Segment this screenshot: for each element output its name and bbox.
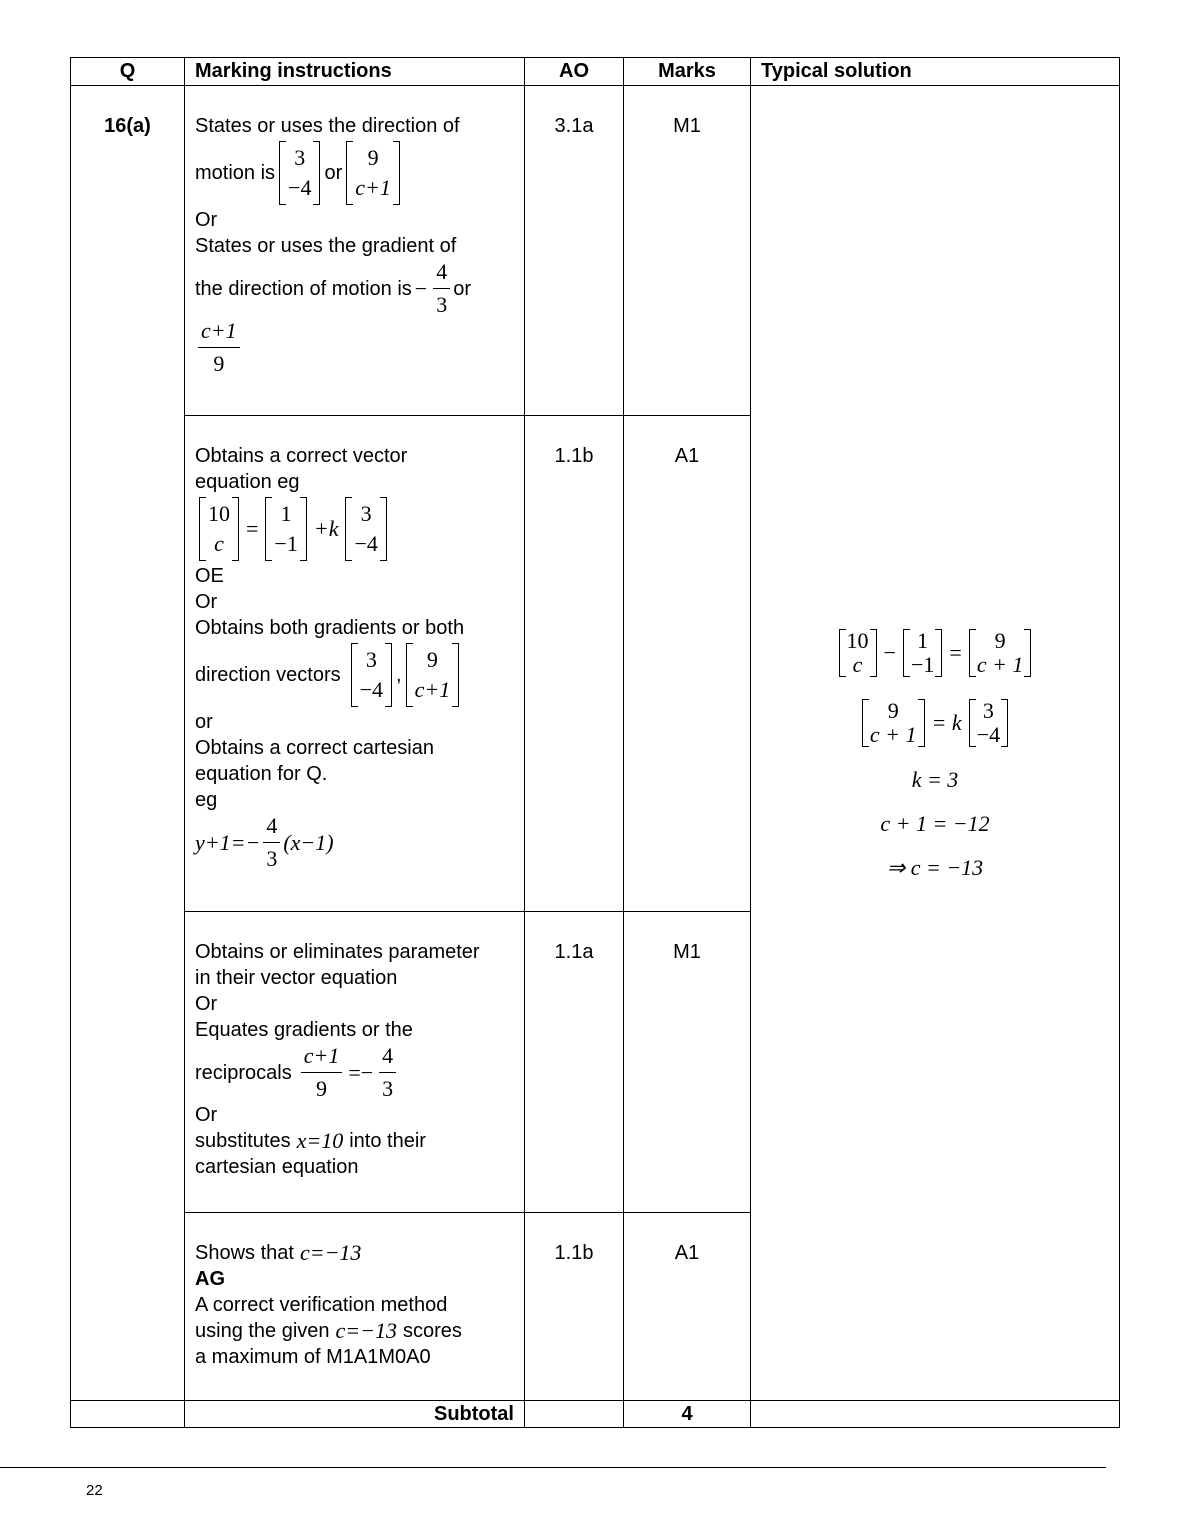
- fraction: [263, 813, 280, 872]
- vector-entry: c + 1: [976, 652, 1024, 677]
- math-row: [195, 641, 516, 709]
- math-operator: −: [883, 640, 896, 665]
- fraction: [433, 259, 450, 318]
- mark-code: A1: [624, 416, 751, 912]
- footer-divider: [0, 1467, 1106, 1468]
- vector-entry: 10: [846, 628, 869, 653]
- vector-entry: c + 1: [869, 722, 917, 747]
- ao-code: 1.1b: [525, 416, 624, 912]
- math-operator: −: [414, 275, 428, 301]
- mark-code: M1: [624, 912, 751, 1213]
- equation-part: y+1=−: [195, 829, 261, 855]
- vector-entry: −1: [910, 652, 935, 677]
- vector-entry: −4: [359, 677, 384, 702]
- vector-entry: 10: [208, 501, 230, 526]
- instruction-text: Or: [195, 209, 218, 231]
- instruction-text: equation for Q.: [195, 763, 328, 785]
- fraction: [379, 1043, 396, 1102]
- solution-line: [751, 627, 1119, 679]
- ao-code: 1.1b: [525, 1213, 624, 1401]
- instruction-text: States or uses the gradient of: [195, 235, 457, 257]
- equation-part: c=−13: [335, 1318, 398, 1343]
- subtotal-row: [71, 1401, 1120, 1428]
- vector: [345, 497, 386, 561]
- instruction-text: eg: [195, 789, 218, 811]
- solution-working: [751, 627, 1119, 881]
- marking-instruction: [185, 86, 525, 416]
- vector-entry: 9: [367, 145, 379, 170]
- vector-entry: 9: [426, 647, 438, 672]
- marking-instruction: [185, 1213, 525, 1401]
- vector: [969, 629, 1032, 677]
- instruction-text: motion is: [195, 162, 276, 184]
- vector-entry: 3: [365, 647, 377, 672]
- ao-code: 1.1a: [525, 912, 624, 1213]
- header-row: [71, 58, 1120, 86]
- math-row: [195, 139, 516, 207]
- answer-given-label: AG: [195, 1268, 225, 1290]
- math-row: [195, 1318, 516, 1344]
- typical-solution: [751, 86, 1120, 1401]
- vector: [406, 643, 460, 707]
- fraction-numerator: c+1: [198, 318, 240, 348]
- fraction: [301, 1043, 343, 1102]
- vector: [265, 497, 306, 561]
- vector-entry: −4: [354, 531, 378, 556]
- instruction-text: or: [453, 277, 471, 300]
- fraction-numerator: 4: [433, 259, 450, 289]
- instruction-text: Or: [195, 1104, 218, 1126]
- vector: [199, 497, 239, 561]
- solution-line: k = 3: [911, 767, 959, 792]
- direction-vector: [346, 141, 400, 205]
- instruction-text: equation eg: [195, 471, 300, 493]
- math-row: [195, 1043, 516, 1102]
- instruction-text: cartesian equation: [195, 1156, 359, 1178]
- fraction: [198, 318, 240, 377]
- direction-vector: [279, 141, 320, 205]
- solution-line: c + 1 = −12: [880, 811, 990, 836]
- subtotal-value: 4: [624, 1401, 751, 1428]
- instruction-text: using the given: [195, 1320, 330, 1342]
- instruction-text: Or: [195, 993, 218, 1015]
- vector-entry: 3: [360, 501, 372, 526]
- instruction-text: Obtains a correct vector: [195, 445, 408, 467]
- instruction-text: or: [324, 162, 343, 184]
- vector-entry: −1: [274, 531, 298, 556]
- marking-instruction: [185, 416, 525, 912]
- math-row: [195, 1128, 516, 1154]
- page-number: 22: [86, 1482, 103, 1499]
- math-operator: = k: [931, 710, 962, 735]
- subtotal-empty: [751, 1401, 1120, 1428]
- instruction-text: into their: [349, 1130, 426, 1152]
- math-row: [195, 259, 516, 318]
- vector-entry: 9: [994, 628, 1006, 653]
- fraction-numerator: c+1: [301, 1043, 343, 1073]
- math-operator: =: [949, 640, 962, 665]
- vector-entry: c: [852, 652, 863, 677]
- instruction-text: Obtains a correct cartesian: [195, 737, 434, 759]
- solution-line: ⇒ c = −13: [886, 855, 984, 880]
- equation-part: (x−1): [283, 829, 334, 855]
- mark-scheme-table: [70, 57, 1120, 1428]
- equation-part: x=10: [296, 1128, 344, 1153]
- marking-instruction: [185, 912, 525, 1213]
- instruction-text: Or: [195, 591, 218, 613]
- instruction-text: Obtains or eliminates parameter: [195, 941, 480, 963]
- vector-entry: −4: [976, 722, 1001, 747]
- instruction-text: A correct verification method: [195, 1294, 448, 1316]
- equation-part: c=−13: [299, 1240, 362, 1265]
- vector-entry: 3: [294, 145, 306, 170]
- math-row: [195, 318, 516, 377]
- instruction-text: scores: [403, 1320, 462, 1342]
- instruction-text: substitutes: [195, 1130, 291, 1152]
- instruction-text: Shows that: [195, 1242, 294, 1264]
- vector-entry: 9: [887, 698, 899, 723]
- ao-code: 3.1a: [525, 86, 624, 416]
- header-marks: Marks: [624, 58, 751, 86]
- header-q: Q: [71, 58, 185, 86]
- mark-code: M1: [624, 86, 751, 416]
- fraction-denominator: 9: [213, 351, 225, 376]
- instruction-text: a maximum of M1A1M0A0: [195, 1346, 431, 1368]
- math-row: [195, 1240, 516, 1266]
- instruction-text: Equates gradients or the: [195, 1019, 413, 1041]
- question-number: 16(a): [71, 86, 185, 1401]
- vector-entry: c+1: [414, 677, 451, 702]
- fraction-numerator: 4: [263, 813, 280, 843]
- vector-entry: c: [214, 531, 224, 556]
- vector-entry: 3: [982, 698, 994, 723]
- fraction-denominator: 9: [316, 1076, 328, 1101]
- header-ao: AO: [525, 58, 624, 86]
- math-operator: ,: [396, 664, 402, 686]
- fraction-denominator: 3: [266, 846, 278, 871]
- fraction-denominator: 3: [382, 1076, 394, 1101]
- instruction-text: Obtains both gradients or both: [195, 617, 465, 639]
- subtotal-empty: [71, 1401, 185, 1428]
- math-operator: =−: [348, 1059, 374, 1085]
- math-row: [195, 495, 516, 563]
- math-operator: +k: [313, 516, 339, 541]
- subtotal-empty: [525, 1401, 624, 1428]
- instruction-text: OE: [195, 565, 224, 587]
- vector-entry: c+1: [355, 175, 391, 200]
- instruction-text: States or uses the direction of: [195, 115, 460, 137]
- instruction-text: reciprocals: [195, 1061, 292, 1084]
- table-row: [71, 86, 1120, 416]
- math-operator: =: [246, 516, 259, 541]
- vector-entry: −4: [288, 175, 312, 200]
- instruction-text: the direction of motion is: [195, 277, 412, 300]
- vector: [903, 629, 942, 677]
- vector: [839, 629, 877, 677]
- header-marking-instructions: Marking instructions: [185, 58, 525, 86]
- vector: [969, 699, 1008, 747]
- vector-entry: 1: [280, 501, 292, 526]
- header-typical-solution: Typical solution: [751, 58, 1120, 86]
- fraction-denominator: 3: [436, 292, 448, 317]
- fraction-numerator: 4: [379, 1043, 396, 1073]
- instruction-text: direction vectors: [195, 664, 341, 686]
- vector: [351, 643, 392, 707]
- mark-code: A1: [624, 1213, 751, 1401]
- instruction-text: or: [195, 711, 213, 733]
- math-row: [195, 813, 516, 872]
- subtotal-label: Subtotal: [185, 1401, 525, 1428]
- vector: [862, 699, 925, 747]
- solution-line: [751, 697, 1119, 749]
- instruction-text: in their vector equation: [195, 967, 398, 989]
- vector-entry: 1: [917, 628, 929, 653]
